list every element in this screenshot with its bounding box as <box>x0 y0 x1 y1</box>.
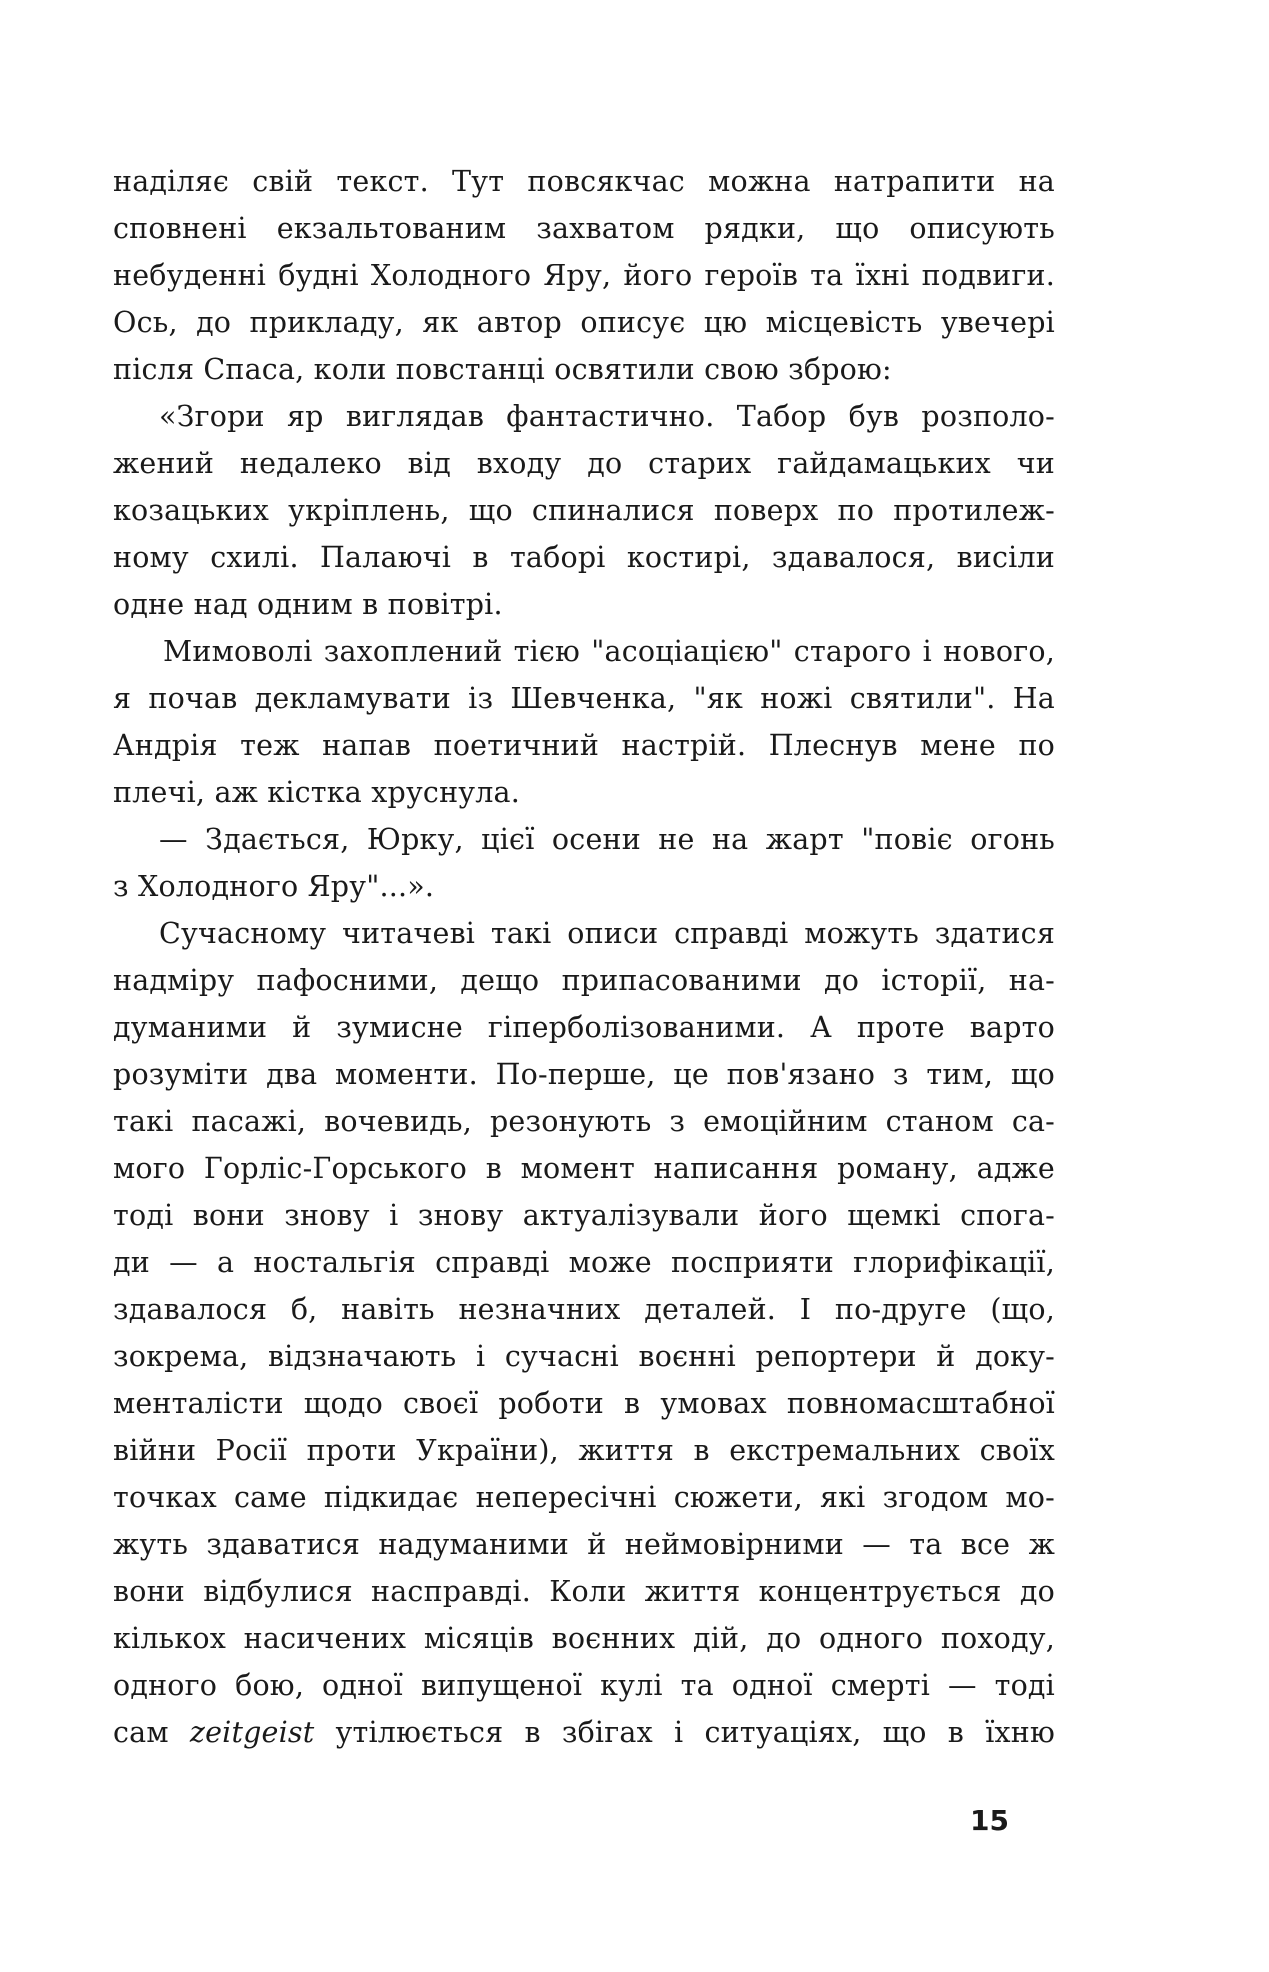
text-line: Ось, до прикладу, як автор описує цю місцевість увечері <box>113 306 1055 339</box>
text-fragment: сам <box>113 1716 190 1749</box>
text-line: Мимоволі захоплений тією "асоціацією" старого і нового, <box>163 635 1055 668</box>
text-fragment: утілюється в збігах і ситуаціях, що в їхню <box>314 1716 1055 1749</box>
text-line: такі пасажі, вочевидь, резонують з емоційним станом са- <box>113 1105 1055 1138</box>
text-line: з Холодного Яру"...». <box>113 870 435 903</box>
text-line: здавалося б, навіть незначних деталей. І по-друге (що, <box>113 1293 1055 1326</box>
text-line: точках саме підкидає непересічні сюжети, які згодом мо- <box>113 1481 1055 1514</box>
text-line: розуміти два моменти. По-перше, це пов'язано з тим, що <box>113 1058 1055 1091</box>
text-line: вони відбулися насправді. Коли життя концентрується до <box>113 1575 1055 1608</box>
text-line: одне над одним в повітрі. <box>113 588 503 621</box>
text-line: менталісти щодо своєї роботи в умовах повномасштабної <box>113 1387 1055 1420</box>
page-number: 15 <box>970 1804 1009 1837</box>
text-line: я почав декламувати із Шевченка, "як ножі святили". На <box>113 682 1055 715</box>
text-line: після Спаса, коли повстанці освятили свою зброю: <box>113 353 892 386</box>
text-line: мого Горліс-Горського в момент написання роману, адже <box>113 1152 1055 1185</box>
text-line: тоді вони знову і знову актуалізували його щемкі спога- <box>113 1199 1055 1232</box>
text-line: жуть здаватися надуманими й неймовірними — та все ж <box>113 1528 1055 1561</box>
text-line <box>113 1709 1055 1756</box>
text-line: зокрема, відзначають і сучасні воєнні репортери й доку- <box>113 1340 1055 1373</box>
text-line: Сучасному читачеві такі описи справді можуть здатися <box>159 917 1055 950</box>
text-line: плечі, аж кістка хруснула. <box>113 776 520 809</box>
text-line: жений недалеко від входу до старих гайдамацьких чи <box>113 447 1055 480</box>
text-line: сповнені екзальтованим захватом рядки, що описують <box>113 212 1055 245</box>
text-line: одного бою, одної випущеної кулі та одної смерті — тоді <box>113 1669 1055 1702</box>
text-line: війни Росії проти України), життя в екстремальних своїх <box>113 1434 1055 1467</box>
italic-term: zeitgeist <box>189 1716 315 1749</box>
text-line: ди — а ностальгія справді може посприяти глорифікації, <box>113 1246 1055 1279</box>
text-line: надміру пафосними, дещо припасованими до історії, на- <box>113 964 1055 997</box>
text-line: козацьких укріплень, що спиналися поверх по протилеж- <box>113 494 1055 527</box>
text-line: кількох насичених місяців воєнних дій, до одного походу, <box>113 1622 1055 1655</box>
text-line: Андрія теж напав поетичний настрій. Плеснув мене по <box>113 729 1055 762</box>
text-line: небуденні будні Холодного Яру, його героїв та їхні подвиги. <box>113 259 1055 292</box>
text-line: думаними й зумисне гіперболізованими. А проте варто <box>113 1011 1055 1044</box>
text-line: — Здається, Юрку, цієї осени не на жарт "повіє огонь <box>159 823 1055 856</box>
body-text <box>113 158 1055 1756</box>
text-line: наділяє свій текст. Тут повсякчас можна натрапити на <box>113 165 1055 198</box>
text-line: ному схилі. Палаючі в таборі костирі, здавалося, висіли <box>113 541 1055 574</box>
text-line: «Згори яр виглядав фантастично. Табор був розполо- <box>159 400 1055 433</box>
